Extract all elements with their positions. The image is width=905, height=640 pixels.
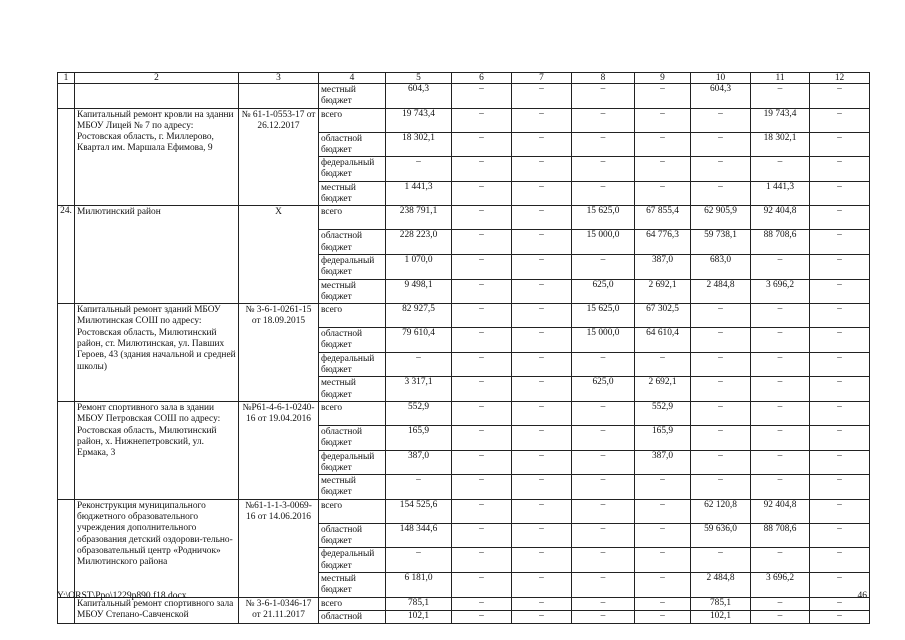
value-cell: – <box>452 377 512 402</box>
value-cell: 62 120,8 <box>691 499 751 523</box>
value-cell: – <box>691 352 751 377</box>
document-table-container <box>57 72 869 624</box>
table-row <box>58 304 870 328</box>
budget-source-cell: федеральный бюджет <box>319 548 386 573</box>
table-row <box>58 108 870 132</box>
value-cell: – <box>572 450 635 475</box>
value-cell: 15 625,0 <box>572 304 635 328</box>
value-cell: 19 743,4 <box>751 108 810 132</box>
value-cell: 18 302,1 <box>751 132 810 157</box>
value-cell: – <box>512 425 572 450</box>
row-number-cell: 24. <box>58 206 75 304</box>
value-cell: 9 498,1 <box>386 279 452 304</box>
value-cell: – <box>452 230 512 255</box>
value-cell: – <box>635 352 691 377</box>
value-cell: – <box>635 523 691 548</box>
value-cell: 67 302,5 <box>635 304 691 328</box>
value-cell: – <box>452 499 512 523</box>
value-cell: 102,1 <box>691 610 751 623</box>
value-cell: – <box>691 328 751 353</box>
value-cell: – <box>635 499 691 523</box>
value-cell: – <box>751 352 810 377</box>
value-cell: 1 441,3 <box>386 181 452 206</box>
value-cell: – <box>572 475 635 500</box>
value-cell: 62 905,9 <box>691 206 751 230</box>
document-ref-cell: № 61-1-0553-17 от 26.12.2017 <box>239 108 319 206</box>
value-cell: – <box>452 254 512 279</box>
value-cell: – <box>810 132 870 157</box>
value-cell: – <box>810 157 870 182</box>
object-name-cell: Милютинский район <box>75 206 239 304</box>
budget-source-cell: всего <box>319 206 386 230</box>
value-cell: 3 696,2 <box>751 572 810 597</box>
value-cell: – <box>810 523 870 548</box>
value-cell: – <box>452 572 512 597</box>
value-cell: – <box>810 279 870 304</box>
value-cell: – <box>572 499 635 523</box>
value-cell: – <box>635 157 691 182</box>
value-cell: – <box>512 523 572 548</box>
value-cell: – <box>512 377 572 402</box>
value-cell: – <box>810 548 870 573</box>
object-name-cell: Ремонт спортивного зала в здании МБОУ Петровская СОШ по адресу: Ростовская область, Милютинский район, х. Нижнепетровский, ул. Ермака, 3 <box>75 401 239 499</box>
budget-source-cell: всего <box>319 401 386 425</box>
value-cell: 625,0 <box>572 279 635 304</box>
value-cell: – <box>751 254 810 279</box>
document-ref-cell: № 3-6-1-0261-15 от 18.09.2015 <box>239 304 319 402</box>
budget-source-cell: федеральный бюджет <box>319 450 386 475</box>
value-cell: 387,0 <box>635 254 691 279</box>
value-cell: – <box>810 328 870 353</box>
value-cell: – <box>512 279 572 304</box>
value-cell: 67 855,4 <box>635 206 691 230</box>
value-cell: – <box>512 450 572 475</box>
column-header: 4 <box>319 73 386 84</box>
column-header: 12 <box>810 73 870 84</box>
value-cell: – <box>810 181 870 206</box>
value-cell: – <box>572 108 635 132</box>
value-cell: – <box>512 597 572 610</box>
value-cell: – <box>572 572 635 597</box>
value-cell: – <box>452 523 512 548</box>
value-cell: – <box>452 279 512 304</box>
value-cell: 59 738,1 <box>691 230 751 255</box>
value-cell: 88 708,6 <box>751 523 810 548</box>
value-cell: – <box>452 304 512 328</box>
value-cell: – <box>452 181 512 206</box>
row-number-cell <box>58 499 75 597</box>
value-cell: – <box>512 475 572 500</box>
value-cell: 59 636,0 <box>691 523 751 548</box>
value-cell: 785,1 <box>386 597 452 610</box>
value-cell: – <box>810 425 870 450</box>
value-cell: 387,0 <box>635 450 691 475</box>
value-cell: – <box>751 304 810 328</box>
value-cell: – <box>691 108 751 132</box>
value-cell: – <box>691 475 751 500</box>
object-name-cell: Капитальный ремонт спортивного зала МБОУ Степано-Савченской <box>75 597 239 624</box>
value-cell: 19 743,4 <box>386 108 452 132</box>
object-name-cell: Капитальный ремонт зданий МБОУ Милютинская СОШ по адресу: Ростовская область, Милютинский район, ст. Милютинская, ул. Павших Героев, 43 (здания начальной и средней школы) <box>75 304 239 402</box>
value-cell: – <box>452 352 512 377</box>
budget-source-cell: федеральный бюджет <box>319 157 386 182</box>
value-cell: 604,3 <box>691 84 751 109</box>
value-cell: – <box>810 401 870 425</box>
value-cell: – <box>452 84 512 109</box>
value-cell: – <box>452 425 512 450</box>
column-header: 9 <box>635 73 691 84</box>
value-cell: 552,9 <box>635 401 691 425</box>
value-cell: 92 404,8 <box>751 206 810 230</box>
value-cell: – <box>751 328 810 353</box>
column-header: 8 <box>572 73 635 84</box>
budget-source-cell: областной бюджет <box>319 425 386 450</box>
value-cell: – <box>572 157 635 182</box>
column-header: 10 <box>691 73 751 84</box>
value-cell: – <box>512 132 572 157</box>
value-cell: – <box>512 108 572 132</box>
budget-source-cell: всего <box>319 108 386 132</box>
budget-source-cell: всего <box>319 304 386 328</box>
value-cell: – <box>635 132 691 157</box>
value-cell: – <box>810 304 870 328</box>
document-ref-cell: №Р61-4-6-1-0240-16 от 19.04.2016 <box>239 401 319 499</box>
value-cell: 3 317,1 <box>386 377 452 402</box>
value-cell: 18 302,1 <box>386 132 452 157</box>
value-cell: – <box>691 425 751 450</box>
value-cell: 625,0 <box>572 377 635 402</box>
value-cell: – <box>452 548 512 573</box>
budget-source-cell: местный бюджет <box>319 475 386 500</box>
value-cell: – <box>751 401 810 425</box>
budget-source-cell: областной бюджет <box>319 523 386 548</box>
table-row <box>58 499 870 523</box>
value-cell: – <box>691 157 751 182</box>
value-cell: – <box>751 84 810 109</box>
value-cell: – <box>810 475 870 500</box>
value-cell: – <box>751 548 810 573</box>
value-cell: – <box>452 108 512 132</box>
value-cell: 2 484,8 <box>691 279 751 304</box>
value-cell: – <box>810 230 870 255</box>
row-number-cell <box>58 84 75 109</box>
budget-source-cell: всего <box>319 499 386 523</box>
value-cell: – <box>572 401 635 425</box>
value-cell: 2 692,1 <box>635 377 691 402</box>
object-name-cell: Капитальный ремонт кровли на зданни МБОУ Лицей № 7 по адресу: Ростовская область, г. Миллерово, Квартал им. Маршала Ефимова, 9 <box>75 108 239 206</box>
value-cell: – <box>512 572 572 597</box>
value-cell: 604,3 <box>386 84 452 109</box>
value-cell: 15 000,0 <box>572 328 635 353</box>
column-header: 2 <box>75 73 239 84</box>
value-cell: – <box>810 610 870 623</box>
value-cell: 165,9 <box>386 425 452 450</box>
value-cell: 228 223,0 <box>386 230 452 255</box>
value-cell: – <box>810 450 870 475</box>
object-name-cell: Реконструкция муниципального бюджетного образовательного учреждения дополнительного образования детский оздорови-тельно-образовательный центр «Родничок» Милютинского района <box>75 499 239 597</box>
budget-source-cell: областной бюджет <box>319 230 386 255</box>
value-cell: – <box>452 475 512 500</box>
budget-source-cell: местный бюджет <box>319 572 386 597</box>
budget-source-cell: местный бюджет <box>319 181 386 206</box>
value-cell: – <box>572 523 635 548</box>
value-cell: – <box>691 304 751 328</box>
value-cell: – <box>635 181 691 206</box>
value-cell: 15 625,0 <box>572 206 635 230</box>
document-ref-cell: № 3-6-1-0346-17 от 21.11.2017 <box>239 597 319 624</box>
table-row <box>58 84 870 109</box>
value-cell: – <box>386 352 452 377</box>
value-cell: – <box>386 548 452 573</box>
value-cell: – <box>512 610 572 623</box>
value-cell: 148 344,6 <box>386 523 452 548</box>
value-cell: – <box>512 230 572 255</box>
value-cell: – <box>512 206 572 230</box>
value-cell: 102,1 <box>386 610 452 623</box>
table-row <box>58 401 870 425</box>
table-row <box>58 206 870 230</box>
value-cell: 79 610,4 <box>386 328 452 353</box>
row-number-cell <box>58 401 75 499</box>
value-cell: – <box>635 84 691 109</box>
value-cell: – <box>810 254 870 279</box>
budget-source-cell: областной <box>319 610 386 623</box>
value-cell: – <box>691 377 751 402</box>
value-cell: – <box>635 548 691 573</box>
value-cell: 64 610,4 <box>635 328 691 353</box>
column-header: 3 <box>239 73 319 84</box>
value-cell: 3 696,2 <box>751 279 810 304</box>
value-cell: – <box>512 157 572 182</box>
row-number-cell <box>58 304 75 402</box>
value-cell: – <box>452 132 512 157</box>
value-cell: – <box>572 597 635 610</box>
value-cell: 1 070,0 <box>386 254 452 279</box>
value-cell: – <box>810 352 870 377</box>
value-cell: – <box>751 610 810 623</box>
value-cell: – <box>810 108 870 132</box>
value-cell: – <box>810 597 870 610</box>
document-ref-cell: №61-1-1-3-0069-16 от 14.06.2016 <box>239 499 319 597</box>
value-cell: – <box>512 352 572 377</box>
value-cell: – <box>572 425 635 450</box>
budget-source-cell: местный бюджет <box>319 377 386 402</box>
value-cell: – <box>572 352 635 377</box>
value-cell: – <box>751 425 810 450</box>
value-cell: – <box>572 181 635 206</box>
value-cell: – <box>751 450 810 475</box>
object-name-cell <box>75 84 239 109</box>
budget-source-cell: областной бюджет <box>319 328 386 353</box>
value-cell: – <box>751 475 810 500</box>
value-cell: 6 181,0 <box>386 572 452 597</box>
value-cell: – <box>386 157 452 182</box>
value-cell: – <box>635 597 691 610</box>
value-cell: – <box>386 475 452 500</box>
value-cell: – <box>512 328 572 353</box>
value-cell: – <box>452 597 512 610</box>
value-cell: – <box>572 254 635 279</box>
column-header: 5 <box>386 73 452 84</box>
value-cell: – <box>512 401 572 425</box>
value-cell: 154 525,6 <box>386 499 452 523</box>
value-cell: 683,0 <box>691 254 751 279</box>
column-header: 7 <box>512 73 572 84</box>
value-cell: – <box>635 610 691 623</box>
row-number-cell <box>58 108 75 206</box>
value-cell: – <box>810 84 870 109</box>
value-cell: – <box>512 499 572 523</box>
footer-page-number: 46 <box>857 591 867 601</box>
document-ref-cell <box>239 84 319 109</box>
budget-source-cell: федеральный бюджет <box>319 254 386 279</box>
value-cell: 238 791,1 <box>386 206 452 230</box>
value-cell: – <box>810 377 870 402</box>
value-cell: – <box>512 84 572 109</box>
value-cell: – <box>691 181 751 206</box>
value-cell: 552,9 <box>386 401 452 425</box>
value-cell: – <box>572 610 635 623</box>
value-cell: – <box>452 206 512 230</box>
value-cell: – <box>691 401 751 425</box>
value-cell: – <box>512 548 572 573</box>
value-cell: 2 692,1 <box>635 279 691 304</box>
value-cell: – <box>635 108 691 132</box>
value-cell: – <box>512 181 572 206</box>
value-cell: 82 927,5 <box>386 304 452 328</box>
value-cell: – <box>691 132 751 157</box>
value-cell: – <box>512 304 572 328</box>
value-cell: – <box>810 206 870 230</box>
value-cell: 165,9 <box>635 425 691 450</box>
value-cell: 2 484,8 <box>691 572 751 597</box>
value-cell: – <box>691 548 751 573</box>
value-cell: – <box>512 254 572 279</box>
header-row <box>58 73 870 84</box>
value-cell: – <box>810 499 870 523</box>
value-cell: – <box>810 572 870 597</box>
value-cell: 15 000,0 <box>572 230 635 255</box>
value-cell: 92 404,8 <box>751 499 810 523</box>
column-header: 1 <box>58 73 75 84</box>
value-cell: – <box>452 401 512 425</box>
value-cell: – <box>452 610 512 623</box>
value-cell: – <box>572 548 635 573</box>
budget-source-cell: федеральный бюджет <box>319 352 386 377</box>
value-cell: – <box>452 450 512 475</box>
value-cell: 64 776,3 <box>635 230 691 255</box>
value-cell: – <box>572 84 635 109</box>
column-header: 11 <box>751 73 810 84</box>
budget-source-cell: областной бюджет <box>319 132 386 157</box>
value-cell: – <box>691 450 751 475</box>
value-cell: 1 441,3 <box>751 181 810 206</box>
value-cell: – <box>452 157 512 182</box>
budget-table <box>57 72 870 624</box>
value-cell: – <box>572 132 635 157</box>
value-cell: – <box>635 572 691 597</box>
document-ref-cell: Х <box>239 206 319 304</box>
footer-file-path: Y:\ORST\Ppo\1229p890.f18.docx <box>57 591 187 601</box>
value-cell: – <box>751 597 810 610</box>
budget-source-cell: местный бюджет <box>319 279 386 304</box>
value-cell: 88 708,6 <box>751 230 810 255</box>
value-cell: – <box>751 157 810 182</box>
budget-source-cell: местный бюджет <box>319 84 386 109</box>
budget-source-cell: всего <box>319 597 386 610</box>
value-cell: 387,0 <box>386 450 452 475</box>
value-cell: 785,1 <box>691 597 751 610</box>
value-cell: – <box>751 377 810 402</box>
value-cell: – <box>635 475 691 500</box>
column-header: 6 <box>452 73 512 84</box>
value-cell: – <box>452 328 512 353</box>
